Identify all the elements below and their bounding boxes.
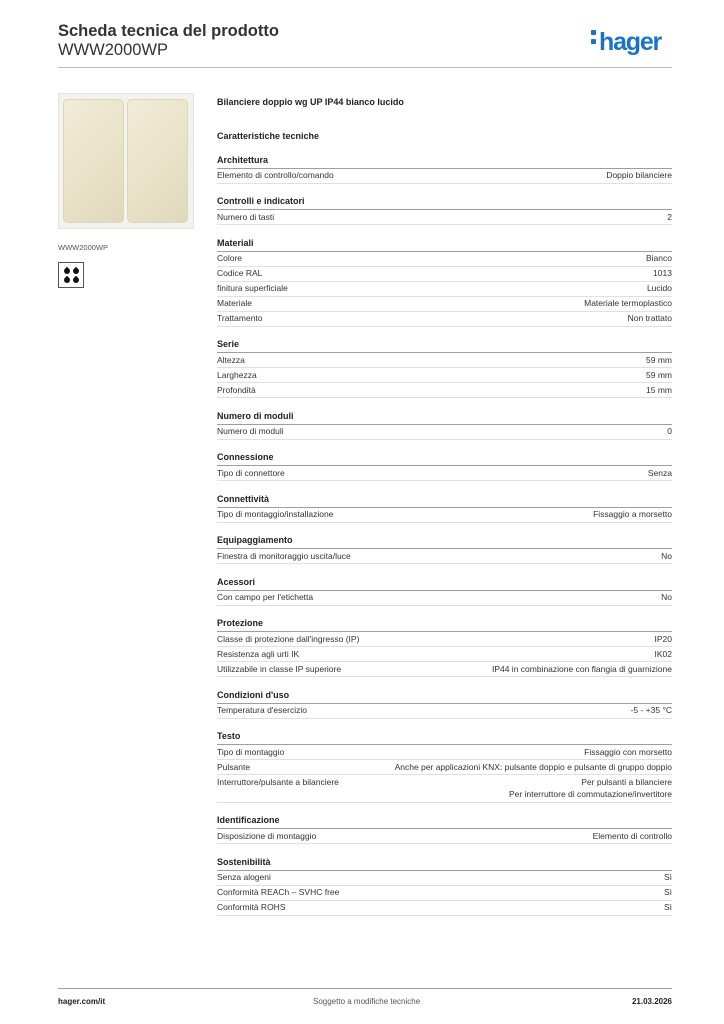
water-drop-icon [72,276,80,284]
spec-label: Disposizione di montaggio [217,830,317,841]
spec-label: Interruttore/pulsante a bilanciere [217,776,339,787]
spec-section [217,856,672,916]
section-title: Testo [217,730,672,745]
spec-section [217,338,672,398]
water-drop-icon [72,267,80,275]
spec-label: Finestra di monitoraggio uscita/luce [217,550,351,561]
logo-text: hager [599,28,662,56]
spec-label: Resistenza agli urti IK [217,648,300,659]
ip-protection-icon [58,262,84,288]
spec-label: Utilizzabile in classe IP superiore [217,663,342,674]
spec-value: Sì [663,902,672,912]
spec-value: IK02 [654,648,672,659]
section-title: Equipaggiamento [217,534,672,549]
spec-label: Numero di tasti [217,211,275,222]
spec-row [217,508,672,523]
section-title: Numero di moduli [217,410,672,425]
spec-value: Per pulsanti a bilanciere Per interruttore di commutazione/invertitore [509,776,672,799]
spec-value: Doppio bilanciere [606,170,672,180]
tech-heading: Caratteristiche tecniche [217,131,320,141]
product-code: WWW2000WP [58,41,169,59]
spec-value: Sì [663,887,672,897]
spec-value: IP20 [654,633,672,644]
spec-label: Con campo per l'etichetta [217,592,314,602]
spec-row [217,775,672,803]
water-drop-icon [63,267,71,275]
page-title: Scheda tecnica del prodotto [58,22,279,40]
spec-label: Trattamento [217,313,263,323]
spec-label: Temperatura d'esercizio [217,705,307,715]
spec-row [217,591,672,606]
spec-value: 15 mm [646,384,672,395]
image-caption: WWW2000WP [58,243,109,252]
spec-label: Elemento di controllo/comando [217,170,334,180]
rocker-left [63,99,124,223]
section-title: Acessori [217,576,672,591]
spec-label: Conformità ROHS [217,902,286,912]
section-title: Condizioni d'uso [217,689,672,704]
spec-row [217,871,672,886]
spec-section [217,576,672,606]
footer-note: Soggetto a modifiche tecniche [313,997,421,1006]
spec-row [217,297,672,312]
spec-label: Classe di protezione dall'ingresso (IP) [217,633,360,644]
spec-label: Tipo di connettore [217,467,285,478]
spec-section [217,195,672,225]
spec-section [217,493,672,523]
spec-value: Sì [663,872,672,882]
spec-label: Materiale [217,298,252,308]
footer-divider [58,988,672,989]
spec-section [217,154,672,184]
spec-label: Tipo di montaggio [217,746,285,757]
spec-label: Codice RAL [217,268,263,278]
spec-value: IP44 in combinazione con flangia di guarnizione [491,663,672,674]
section-title: Connessione [217,451,672,466]
spec-row [217,549,672,564]
spec-row [217,704,672,719]
section-title: Architettura [217,154,672,169]
spec-section [217,534,672,564]
spec-label: Larghezza [217,369,257,380]
spec-row [217,169,672,184]
spec-label: Numero di moduli [217,426,284,436]
spec-section [217,617,672,677]
product-image [58,93,194,229]
spec-section [217,451,672,481]
spec-value: -5 - +35 °C [630,705,672,715]
spec-value: Bianco [646,253,672,263]
section-title: Controlli e indicatori [217,195,672,210]
spec-label: Conformità REACh – SVHC free [217,887,340,897]
section-title: Materiali [217,237,672,252]
section-title: Connettività [217,493,672,508]
section-title: Protezione [217,617,672,632]
spec-section [217,689,672,719]
spec-label: Senza alogeni [217,872,271,882]
spec-value: 0 [667,426,672,436]
spec-sections [217,154,672,916]
spec-value: No [661,592,672,602]
section-title: Serie [217,338,672,353]
spec-label: finitura superficiale [217,283,288,293]
spec-row [217,353,672,368]
spec-section [217,814,672,844]
spec-section [217,237,672,327]
spec-label: Colore [217,253,243,263]
spec-row [217,210,672,225]
rocker-right [127,99,188,223]
spec-label: Pulsante [217,761,251,772]
spec-row [217,282,672,297]
logo-dots-icon [591,32,596,50]
footer-website: hager.com/it [58,997,106,1006]
spec-value: 59 mm [646,369,672,380]
spec-row [217,267,672,282]
spec-row [217,647,672,662]
spec-row [217,760,672,775]
spec-value: Elemento di controllo [592,830,672,841]
spec-section [217,410,672,440]
spec-label: Tipo di montaggio/installazione [217,509,334,519]
spec-value: Anche per applicazioni KNX: pulsante doppio e pulsante di gruppo doppio [394,761,672,772]
spec-value: Lucido [646,283,672,293]
spec-value: 1013 [653,268,672,278]
spec-row [217,312,672,327]
spec-row [217,745,672,760]
header-divider [58,67,672,68]
footer-date: 21.03.2026 [631,997,672,1006]
spec-label: Altezza [217,354,245,365]
spec-value: Senza [647,467,672,478]
spec-value: No [661,550,672,561]
spec-value: 59 mm [646,354,672,365]
spec-section [217,730,672,803]
section-title: Identificazione [217,814,672,829]
spec-label: Profondità [217,384,256,395]
spec-value: Fissaggio con morsetto [584,746,672,757]
section-title: Sostenibilità [217,856,672,871]
spec-row [217,425,672,440]
spec-row [217,632,672,647]
spec-row [217,368,672,383]
spec-row [217,383,672,398]
product-title: Bilanciere doppio wg UP IP44 bianco lucido [217,97,404,107]
hager-logo [591,28,661,56]
spec-row [217,662,672,677]
spec-value: Fissaggio a morsetto [593,509,672,519]
spec-row [217,466,672,481]
spec-row [217,886,672,901]
spec-content [217,96,672,916]
spec-value: 2 [667,211,672,222]
spec-value: Materiale termoplastico [584,298,672,308]
spec-row [217,829,672,844]
water-drop-icon [63,276,71,284]
spec-row [217,901,672,916]
spec-value: Non trattato [627,313,672,323]
spec-row [217,252,672,267]
